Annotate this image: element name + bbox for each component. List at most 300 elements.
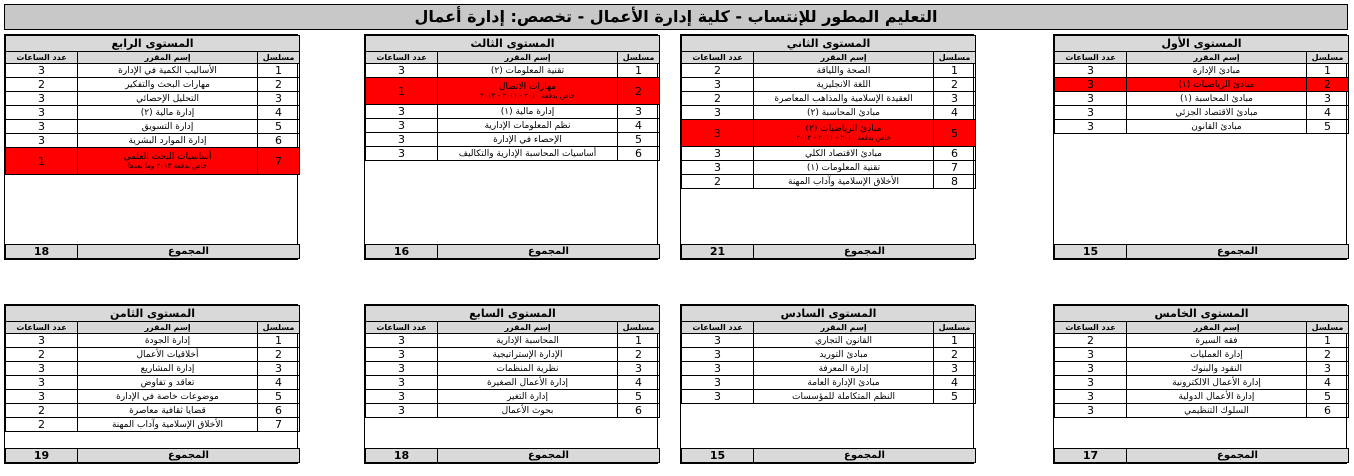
total-hours: 17 xyxy=(1055,449,1127,463)
course-row xyxy=(1055,106,1349,120)
course-name xyxy=(754,376,934,390)
total-row xyxy=(366,245,660,259)
course-title: الأخلاق الإسلامية وآداب المهنة xyxy=(111,419,223,430)
total-label: المجموع xyxy=(754,449,976,463)
course-row xyxy=(366,348,660,362)
level-name: المستوى السادس xyxy=(682,306,976,322)
course-name xyxy=(1127,120,1307,134)
course-name xyxy=(78,148,258,175)
course-title: التحليل الإحصائي xyxy=(136,93,199,104)
course-title: مبادئ الإدارة العامة xyxy=(807,377,880,388)
course-name xyxy=(78,334,258,348)
course-title: مبادئ المحاسبة (١) xyxy=(1179,93,1253,104)
course-title: مهارات الاتصال xyxy=(498,82,557,92)
course-title: أساسيات المحاسبة الإدارية والتكاليف xyxy=(458,148,597,159)
course-serial: 1 xyxy=(934,64,976,78)
course-title: إدارة التغير xyxy=(507,391,548,402)
course-serial: 3 xyxy=(258,362,300,376)
total-hours: 15 xyxy=(682,449,754,463)
level-table-7 xyxy=(364,304,658,464)
course-serial: 2 xyxy=(258,348,300,362)
course-name xyxy=(754,334,934,348)
empty-row xyxy=(366,174,660,187)
course-hours: 3 xyxy=(682,390,754,404)
course-note: خاص بدفعة ٢٠١٣ وما بعدها xyxy=(127,162,208,170)
course-hours: 3 xyxy=(366,105,438,119)
course-row xyxy=(6,148,300,175)
empty-cell xyxy=(366,161,660,175)
course-name xyxy=(78,78,258,92)
empty-row xyxy=(1055,147,1349,160)
course-row xyxy=(682,362,976,376)
level-table-3 xyxy=(364,34,658,260)
level-table-8 xyxy=(4,304,298,464)
course-row xyxy=(6,348,300,362)
empty-row xyxy=(1055,134,1349,148)
col-course: إسم المقرر xyxy=(438,322,618,334)
course-hours: 3 xyxy=(1055,92,1127,106)
col-serial: مسلسل xyxy=(1307,52,1349,64)
course-hours: 3 xyxy=(682,376,754,390)
total-hours: 16 xyxy=(366,245,438,259)
course-title: مبادئ المحاسبة (٢) xyxy=(807,107,881,118)
course-serial: 1 xyxy=(258,64,300,78)
course-title: مبادئ الاقتصاد الكلي xyxy=(805,148,882,159)
course-row xyxy=(366,133,660,147)
level-name: المستوى الأول xyxy=(1055,36,1349,52)
course-hours: 3 xyxy=(1055,348,1127,362)
course-title: فقه السيرة xyxy=(1195,335,1238,346)
course-title: بحوث الأعمال xyxy=(501,405,554,416)
course-title: الأخلاق الإسلامية وآداب المهنة xyxy=(788,176,900,187)
course-name xyxy=(78,418,258,432)
empty-cell xyxy=(1055,134,1349,148)
course-name xyxy=(1127,78,1307,92)
course-serial: 5 xyxy=(258,390,300,404)
course-name xyxy=(78,92,258,106)
col-course: إسم المقرر xyxy=(438,52,618,64)
course-row xyxy=(366,119,660,133)
course-hours: 3 xyxy=(6,376,78,390)
course-serial: 2 xyxy=(934,78,976,92)
course-row xyxy=(682,147,976,161)
empty-row xyxy=(1055,160,1349,173)
course-hours: 3 xyxy=(366,119,438,133)
empty-row xyxy=(366,161,660,175)
total-hours: 18 xyxy=(6,245,78,259)
course-hours: 3 xyxy=(682,106,754,120)
course-name xyxy=(438,404,618,418)
total-hours: 19 xyxy=(6,449,78,463)
course-serial: 3 xyxy=(618,362,660,376)
empty-cell xyxy=(682,404,976,418)
course-name xyxy=(754,92,934,106)
level-name: المستوى الرابع xyxy=(6,36,300,52)
course-serial: 5 xyxy=(618,390,660,404)
course-hours: 3 xyxy=(682,362,754,376)
level-table-2 xyxy=(680,34,974,260)
course-serial: 5 xyxy=(258,120,300,134)
course-hours: 3 xyxy=(1055,376,1127,390)
course-row xyxy=(682,106,976,120)
course-row xyxy=(682,334,976,348)
course-serial: 6 xyxy=(618,404,660,418)
course-name xyxy=(438,105,618,119)
course-title: أساسيات البحث العلمي xyxy=(123,152,212,162)
course-title: مهارات البحث والتفكير xyxy=(125,79,210,90)
course-name xyxy=(78,404,258,418)
course-name xyxy=(438,390,618,404)
column-headers xyxy=(6,322,300,334)
course-row xyxy=(1055,348,1349,362)
course-hours: 3 xyxy=(682,120,754,147)
course-hours: 3 xyxy=(366,404,438,418)
course-hours: 3 xyxy=(1055,78,1127,92)
course-title: نظم المعلومات الإدارية xyxy=(484,120,571,131)
col-hours: عدد الساعات xyxy=(6,322,78,334)
course-name xyxy=(1127,362,1307,376)
course-row xyxy=(6,362,300,376)
course-title: إدارة المعرفة xyxy=(818,363,869,374)
total-label: المجموع xyxy=(78,449,300,463)
course-hours: 3 xyxy=(6,106,78,120)
course-name xyxy=(754,106,934,120)
course-hours: 3 xyxy=(1055,404,1127,418)
course-row xyxy=(6,418,300,432)
empty-row xyxy=(366,418,660,432)
level-header xyxy=(6,36,300,52)
course-serial: 1 xyxy=(258,334,300,348)
total-hours: 21 xyxy=(682,245,754,259)
course-serial: 2 xyxy=(1307,78,1349,92)
course-hours: 3 xyxy=(6,390,78,404)
course-title: الصحة واللياقة xyxy=(816,65,871,76)
course-name xyxy=(754,147,934,161)
empty-row xyxy=(1055,418,1349,432)
col-course: إسم المقرر xyxy=(754,52,934,64)
course-hours: 3 xyxy=(366,390,438,404)
course-row xyxy=(366,105,660,119)
course-title: الإدارة الإستراتيجية xyxy=(492,349,563,360)
course-name xyxy=(754,161,934,175)
course-serial: 3 xyxy=(258,92,300,106)
col-hours: عدد الساعات xyxy=(682,322,754,334)
course-row xyxy=(682,376,976,390)
course-title: النقود والبنوك xyxy=(1190,363,1243,374)
course-serial: 6 xyxy=(934,147,976,161)
empty-cell xyxy=(6,175,300,189)
course-serial: 6 xyxy=(1307,404,1349,418)
level-name: المستوى الثاني xyxy=(682,36,976,52)
col-course: إسم المقرر xyxy=(754,322,934,334)
course-serial: 5 xyxy=(1307,120,1349,134)
course-name xyxy=(1127,64,1307,78)
course-row xyxy=(6,64,300,78)
course-serial: 2 xyxy=(934,348,976,362)
course-name xyxy=(438,334,618,348)
empty-row xyxy=(682,417,976,430)
course-hours: 2 xyxy=(6,404,78,418)
course-hours: 3 xyxy=(1055,362,1127,376)
course-serial: 8 xyxy=(934,175,976,189)
course-hours: 3 xyxy=(6,334,78,348)
course-serial: 4 xyxy=(618,376,660,390)
course-hours: 3 xyxy=(1055,390,1127,404)
course-serial: 4 xyxy=(618,119,660,133)
course-serial: 6 xyxy=(258,404,300,418)
course-serial: 1 xyxy=(934,334,976,348)
course-row xyxy=(1055,376,1349,390)
course-row xyxy=(366,147,660,161)
course-note: خاص بدفعة ٢٠١٠ - ٢٠١١ - ٢٠١٢ xyxy=(480,92,575,100)
course-row xyxy=(1055,78,1349,92)
col-course: إسم المقرر xyxy=(78,322,258,334)
course-serial: 3 xyxy=(934,362,976,376)
course-row xyxy=(366,376,660,390)
course-row xyxy=(366,78,660,105)
course-serial: 7 xyxy=(934,161,976,175)
course-hours: 1 xyxy=(6,148,78,175)
course-row xyxy=(366,404,660,418)
course-row xyxy=(1055,120,1349,134)
course-row xyxy=(6,78,300,92)
total-row xyxy=(366,449,660,463)
course-serial: 3 xyxy=(934,92,976,106)
course-name xyxy=(754,175,934,189)
column-headers xyxy=(366,322,660,334)
column-headers xyxy=(1055,322,1349,334)
level-table-1 xyxy=(1053,34,1347,260)
course-row xyxy=(1055,390,1349,404)
course-hours: 2 xyxy=(682,92,754,106)
course-row xyxy=(6,92,300,106)
course-hours: 3 xyxy=(6,64,78,78)
course-serial: 1 xyxy=(618,334,660,348)
col-serial: مسلسل xyxy=(1307,322,1349,334)
course-title: السلوك التنظيمي xyxy=(1184,405,1249,416)
col-course: إسم المقرر xyxy=(1127,52,1307,64)
course-row xyxy=(6,376,300,390)
course-name xyxy=(754,348,934,362)
course-name xyxy=(1127,404,1307,418)
level-header xyxy=(682,36,976,52)
course-row xyxy=(682,64,976,78)
course-name xyxy=(1127,334,1307,348)
course-hours: 2 xyxy=(6,78,78,92)
course-name xyxy=(78,376,258,390)
course-title: إدارة العمليات xyxy=(1190,349,1243,360)
course-title: إدارة الأعمال الدولية xyxy=(1178,391,1255,402)
course-row xyxy=(6,390,300,404)
level-table-6 xyxy=(680,304,974,464)
total-row xyxy=(682,245,976,259)
column-headers xyxy=(6,52,300,64)
course-title: إدارة مالية (٢) xyxy=(140,107,195,118)
level-header xyxy=(6,306,300,322)
col-course: إسم المقرر xyxy=(78,52,258,64)
course-hours: 3 xyxy=(366,376,438,390)
course-title: موضوعات خاصة في الإدارة xyxy=(116,391,219,402)
total-row xyxy=(1055,449,1349,463)
course-row xyxy=(1055,334,1349,348)
course-note: خاص بدفعة ٢٠١٠ - ٢٠١١ - ٢٠١٢ xyxy=(796,134,891,142)
course-serial: 2 xyxy=(1307,348,1349,362)
course-row xyxy=(366,362,660,376)
course-serial: 7 xyxy=(258,418,300,432)
course-serial: 5 xyxy=(934,390,976,404)
total-row xyxy=(6,245,300,259)
level-header xyxy=(1055,36,1349,52)
total-label: المجموع xyxy=(1127,245,1349,259)
course-title: إدارة مالية (١) xyxy=(500,106,555,117)
col-hours: عدد الساعات xyxy=(6,52,78,64)
course-row xyxy=(366,334,660,348)
course-row xyxy=(6,120,300,134)
col-serial: مسلسل xyxy=(934,52,976,64)
course-title: إدارة المشاريع xyxy=(140,363,195,374)
level-header xyxy=(682,306,976,322)
course-hours: 3 xyxy=(6,134,78,148)
course-title: إدارة الأعمال الالكترونية xyxy=(1172,377,1261,388)
col-hours: عدد الساعات xyxy=(366,52,438,64)
course-title: مبادئ الإدارة xyxy=(1192,65,1241,76)
course-name xyxy=(438,133,618,147)
col-hours: عدد الساعات xyxy=(366,322,438,334)
level-name: المستوى الثامن xyxy=(6,306,300,322)
course-hours: 2 xyxy=(6,348,78,362)
course-name xyxy=(78,390,258,404)
course-hours: 1 xyxy=(366,78,438,105)
course-row xyxy=(1055,64,1349,78)
course-name xyxy=(78,64,258,78)
course-hours: 2 xyxy=(682,64,754,78)
course-row xyxy=(1055,404,1349,418)
course-hours: 3 xyxy=(1055,106,1127,120)
course-title: أخلاقيات الأعمال xyxy=(136,349,199,360)
course-hours: 3 xyxy=(6,362,78,376)
course-serial: 7 xyxy=(258,148,300,175)
level-header xyxy=(366,306,660,322)
course-serial: 1 xyxy=(618,64,660,78)
course-title: مبادئ الرياضيات (١) xyxy=(1178,79,1255,90)
course-name xyxy=(438,64,618,78)
course-hours: 3 xyxy=(682,147,754,161)
course-name xyxy=(754,78,934,92)
course-name xyxy=(1127,348,1307,362)
course-serial: 3 xyxy=(1307,92,1349,106)
course-serial: 4 xyxy=(1307,106,1349,120)
course-row xyxy=(682,348,976,362)
course-row xyxy=(682,120,976,147)
course-hours: 2 xyxy=(1055,334,1127,348)
course-hours: 3 xyxy=(682,348,754,362)
level-header xyxy=(366,36,660,52)
course-title: الأساليب الكمية في الإدارة xyxy=(118,65,217,76)
col-serial: مسلسل xyxy=(618,322,660,334)
course-serial: 2 xyxy=(618,78,660,105)
course-name xyxy=(1127,390,1307,404)
course-row xyxy=(682,92,976,106)
course-serial: 6 xyxy=(258,134,300,148)
total-label: المجموع xyxy=(1127,449,1349,463)
level-table-4 xyxy=(4,34,298,260)
col-serial: مسلسل xyxy=(258,322,300,334)
course-title: إدارة الجودة xyxy=(144,335,191,346)
course-hours: 3 xyxy=(366,147,438,161)
empty-cell xyxy=(1055,147,1349,160)
course-name xyxy=(754,362,934,376)
course-title: مبادئ الرياضيات (٢) xyxy=(805,124,882,134)
course-title: اللغة الانجليزية xyxy=(816,79,871,90)
course-serial: 1 xyxy=(1307,64,1349,78)
level-name: المستوى الخامس xyxy=(1055,306,1349,322)
course-title: المحاسبة الإدارية xyxy=(496,335,559,346)
course-name xyxy=(78,362,258,376)
course-hours: 3 xyxy=(682,161,754,175)
course-name xyxy=(78,120,258,134)
course-title: نظرية المنظمات xyxy=(496,363,559,374)
course-name xyxy=(438,119,618,133)
course-title: القانون التجاري xyxy=(814,335,873,346)
course-hours: 3 xyxy=(366,362,438,376)
course-serial: 4 xyxy=(258,106,300,120)
col-course: إسم المقرر xyxy=(1127,322,1307,334)
course-title: إدارة الأعمال الصغيرة xyxy=(486,377,569,388)
course-hours: 3 xyxy=(366,348,438,362)
course-name xyxy=(754,120,934,147)
course-name xyxy=(1127,376,1307,390)
empty-row xyxy=(682,404,976,418)
col-serial: مسلسل xyxy=(258,52,300,64)
course-name xyxy=(78,106,258,120)
course-serial: 3 xyxy=(1307,362,1349,376)
total-row xyxy=(682,449,976,463)
course-title: تعاقد و تفاوض xyxy=(140,377,195,388)
course-hours: 3 xyxy=(682,78,754,92)
course-title: مبادئ القانون xyxy=(1191,121,1242,132)
column-headers xyxy=(366,52,660,64)
col-serial: مسلسل xyxy=(934,322,976,334)
course-name xyxy=(78,134,258,148)
total-label: المجموع xyxy=(438,245,660,259)
course-row xyxy=(366,390,660,404)
course-name xyxy=(1127,92,1307,106)
course-hours: 3 xyxy=(6,92,78,106)
course-title: الإحصاء في الإدارة xyxy=(493,134,562,145)
course-serial: 4 xyxy=(258,376,300,390)
empty-cell xyxy=(1055,160,1349,173)
total-hours: 15 xyxy=(1055,245,1127,259)
course-serial: 5 xyxy=(934,120,976,147)
col-hours: عدد الساعات xyxy=(1055,52,1127,64)
empty-cell xyxy=(366,174,660,187)
empty-cell xyxy=(682,417,976,430)
total-hours: 18 xyxy=(366,449,438,463)
course-hours: 3 xyxy=(682,334,754,348)
level-name: المستوى السابع xyxy=(366,306,660,322)
course-serial: 3 xyxy=(618,105,660,119)
course-serial: 4 xyxy=(934,376,976,390)
total-row xyxy=(1055,245,1349,259)
empty-cell xyxy=(1055,418,1349,432)
course-hours: 3 xyxy=(6,120,78,134)
course-hours: 3 xyxy=(366,133,438,147)
course-row xyxy=(6,134,300,148)
col-serial: مسلسل xyxy=(618,52,660,64)
course-row xyxy=(1055,362,1349,376)
course-serial: 4 xyxy=(1307,376,1349,390)
course-title: مبادئ التوريد xyxy=(819,349,868,360)
